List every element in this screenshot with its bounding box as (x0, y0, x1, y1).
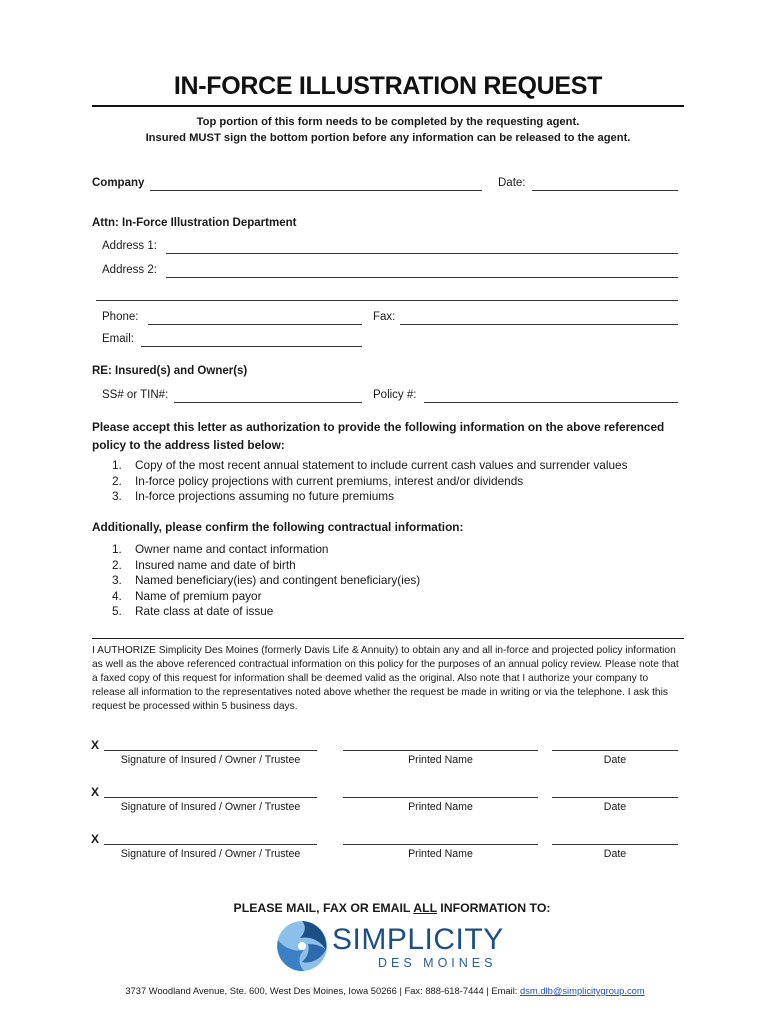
printed-name-field-2[interactable] (343, 797, 538, 798)
ss-tin-label: SS# or TIN#: (102, 389, 169, 401)
signature-field-3[interactable] (104, 844, 317, 845)
list-item: 4. Name of premium payor (112, 588, 262, 603)
contractual-info-list (112, 542, 420, 620)
date-field-1[interactable] (552, 750, 678, 751)
email-label: Email: (102, 333, 134, 345)
attn-label: Attn: In-Force Illustration Department (92, 217, 297, 229)
signature-field-2[interactable] (104, 797, 317, 798)
printed-name-field-1[interactable] (343, 750, 538, 751)
list-item: 2. Insured name and date of birth (112, 557, 296, 572)
list-item: 5. Rate class at date of issue (112, 604, 274, 619)
date-field[interactable] (532, 190, 678, 191)
title-underline (92, 105, 684, 107)
fax-label: Fax: (373, 311, 396, 323)
address1-field[interactable] (166, 253, 678, 254)
fax-field[interactable] (400, 324, 678, 325)
printed-name-caption: Printed Name (408, 848, 473, 860)
date-caption: Date (603, 801, 627, 813)
logo-subtitle: DES MOINES (378, 956, 497, 970)
signature-caption: Signature of Insured / Owner / Trustee (120, 754, 301, 766)
address1-label: Address 1: (102, 240, 157, 252)
address2-field[interactable] (166, 277, 678, 278)
policy-field[interactable] (424, 402, 678, 403)
list-item: 3. Named beneficiary(ies) and contingent beneficiary(ies) (112, 573, 421, 588)
signature-x-mark: X (91, 832, 100, 846)
list-item: 1. Copy of the most recent annual statement to include current cash values and surrender values (112, 458, 628, 472)
authorization-text: I AUTHORIZE Simplicity Des Moines (formerly Davis Life & Annuity) to obtain any and all in-force and projected policy information as well as the above referenced contractual information on this policy for the purposes of an annual policy review. Please note that a faxed copy of this request for information shall be deemed valid as the original. Also note that I authorize your company to release all information to the representatives noted above whether the request be made in writing or via the telephone. I ask this request be processed within 5 business days. (92, 645, 679, 712)
phone-label: Phone: (102, 311, 139, 323)
form-subtitle-1: Top portion of this form needs to be completed by the requesting agent. (196, 116, 580, 128)
signature-field-1[interactable] (104, 750, 317, 751)
date-field-2[interactable] (552, 797, 678, 798)
printed-name-field-3[interactable] (343, 844, 538, 845)
date-label: Date: (498, 177, 526, 189)
signature-caption: Signature of Insured / Owner / Trustee (120, 848, 301, 860)
footer-email-link[interactable]: dsm.dlb@simplicitygroup.com (520, 985, 645, 996)
form-title: IN-FORCE ILLUSTRATION REQUEST (173, 72, 603, 100)
phone-field[interactable] (148, 324, 362, 325)
mail-instructions: PLEASE MAIL, FAX OR EMAIL ALL INFORMATION TO: (233, 901, 551, 915)
requested-info-list (112, 458, 627, 505)
list-item: 2. In-force policy projections with current premiums, interest and/or dividends (112, 473, 524, 488)
signature-x-mark: X (91, 738, 100, 752)
footer-address: 3737 Woodland Avenue, Ste. 600, West Des Moines, Iowa 50266 | Fax: 888-618-7444 | Email: (125, 985, 521, 996)
date-caption: Date (603, 754, 627, 766)
list-item: 3. In-force projections assuming no future premiums (112, 489, 394, 504)
signature-caption: Signature of Insured / Owner / Trustee (120, 801, 301, 813)
company-label: Company (92, 177, 145, 189)
printed-name-caption: Printed Name (408, 754, 473, 766)
authorization-request: Please accept this letter as authorization to provide the following information on the above referenced policy to the address listed below: (92, 420, 665, 452)
ss-tin-field[interactable] (174, 402, 362, 403)
address2-label: Address 2: (102, 264, 157, 276)
authorization-divider (92, 638, 684, 639)
address3-field[interactable] (96, 300, 678, 301)
email-field[interactable] (141, 346, 362, 347)
logo-wordmark: SIMPLICITY (332, 923, 504, 956)
swirl-logo-icon (276, 920, 328, 972)
re-label: RE: Insured(s) and Owner(s) (92, 365, 248, 377)
footer-contact (60, 985, 710, 996)
policy-label: Policy #: (373, 389, 417, 401)
date-field-3[interactable] (552, 844, 678, 845)
contractual-heading: Additionally, please confirm the following contractual information: (92, 520, 464, 534)
date-caption: Date (603, 848, 627, 860)
signature-x-mark: X (91, 785, 100, 799)
list-item: 1. Owner name and contact information (112, 542, 329, 556)
company-field[interactable] (150, 190, 482, 191)
printed-name-caption: Printed Name (408, 801, 473, 813)
form-subtitle-2: Insured MUST sign the bottom portion before any information can be released to the agent. (145, 132, 631, 144)
